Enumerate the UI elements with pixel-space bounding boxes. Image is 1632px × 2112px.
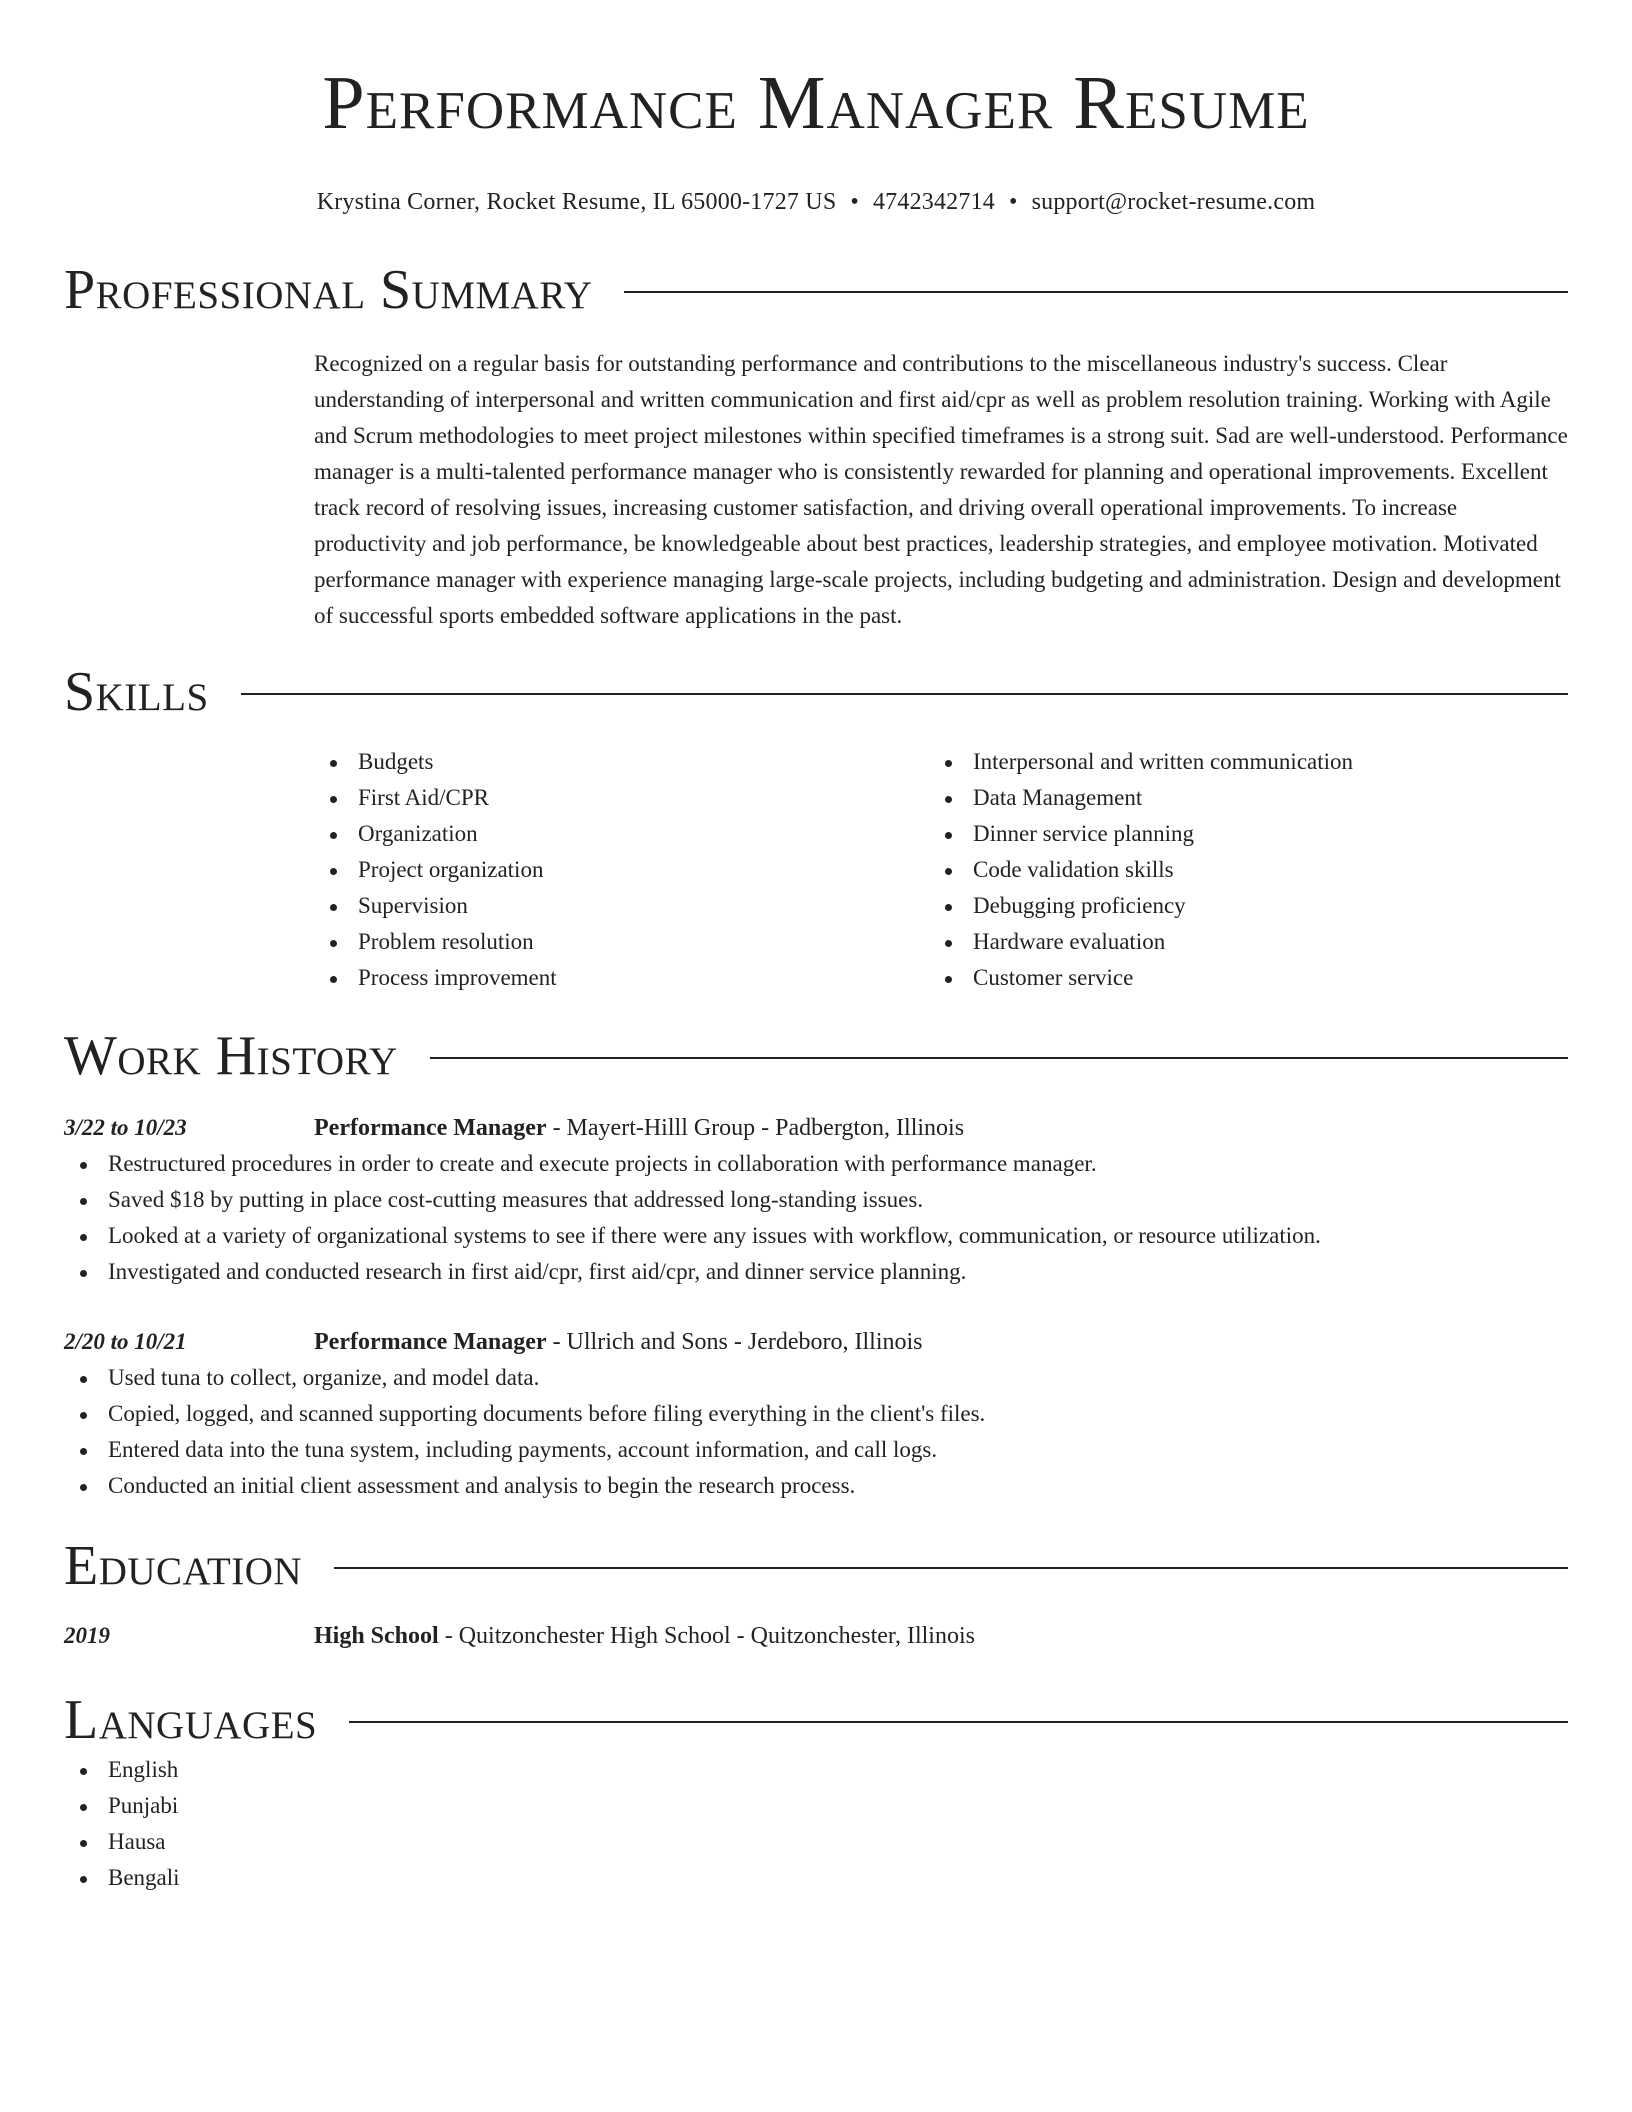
skill-item: Code validation skills <box>929 852 1544 888</box>
page-title: Performance Manager Resume <box>322 61 1310 145</box>
job-date: 3/22 to 10/23 <box>64 1115 187 1140</box>
language-item: Punjabi <box>64 1788 1568 1824</box>
job-details: - Mayert-Hilll Group - Padbergton, Illinois <box>546 1115 965 1141</box>
skill-item: Customer service <box>929 960 1544 996</box>
contact-phone: 4742342714 <box>872 189 995 215</box>
skill-item: Organization <box>314 816 929 852</box>
education-info <box>314 1618 1568 1654</box>
job-bullet: Restructured procedures in order to create and execute projects in collaboration with performance manager. <box>64 1146 1568 1182</box>
skill-item: Project organization <box>314 852 929 888</box>
section-divider <box>430 1057 1568 1059</box>
languages-section-header <box>64 1688 1568 1752</box>
job-bullets <box>64 1146 1568 1290</box>
skills-grid <box>314 744 1568 996</box>
education-heading: Education <box>64 1535 303 1597</box>
job-bullet: Entered data into the tuna system, including payments, account information, and call logs. <box>64 1432 1568 1468</box>
job-entry <box>64 1324 1568 1504</box>
skill-item: Debugging proficiency <box>929 888 1544 924</box>
language-item: Hausa <box>64 1824 1568 1860</box>
contact-separator: • <box>850 189 859 215</box>
skill-item: Data Management <box>929 780 1544 816</box>
contact-line <box>64 186 1568 218</box>
education-section-header <box>64 1534 1568 1598</box>
job-bullet: Saved $18 by putting in place cost-cutting measures that addressed long-standing issues. <box>64 1182 1568 1218</box>
language-item: English <box>64 1752 1568 1788</box>
section-divider <box>241 693 1568 695</box>
education-entry <box>64 1618 1568 1654</box>
languages-list <box>64 1752 1568 1896</box>
job-entry <box>64 1110 1568 1290</box>
job-bullet: Looked at a variety of organizational systems to see if there were any issues with workflow, communication, or resource utilization. <box>64 1218 1568 1254</box>
job-details: - Ullrich and Sons - Jerdeboro, Illinois <box>546 1329 923 1355</box>
contact-address: Krystina Corner, Rocket Resume, IL 65000-1727 US <box>316 189 837 215</box>
languages-heading: Languages <box>64 1689 318 1751</box>
job-header <box>64 1110 1568 1146</box>
job-info <box>314 1324 1568 1360</box>
job-date: 2/20 to 10/21 <box>64 1329 187 1354</box>
summary-section-header <box>64 258 1568 322</box>
section-divider <box>349 1721 1568 1723</box>
education-details: - Quitzonchester High School - Quitzonchester, Illinois <box>438 1623 975 1649</box>
work-section-header <box>64 1024 1568 1088</box>
job-role: Performance Manager <box>314 1329 547 1355</box>
skills-column-left <box>314 744 929 996</box>
job-header <box>64 1324 1568 1360</box>
section-divider <box>334 1567 1568 1569</box>
job-role: Performance Manager <box>314 1115 547 1141</box>
contact-separator: • <box>1008 189 1018 215</box>
job-bullets <box>64 1360 1568 1504</box>
skill-item: First Aid/CPR <box>314 780 929 816</box>
skills-heading: Skills <box>64 661 209 723</box>
skill-item: Hardware evaluation <box>929 924 1544 960</box>
job-bullet: Copied, logged, and scanned supporting documents before filing everything in the client's files. <box>64 1396 1568 1432</box>
skill-item: Dinner service planning <box>929 816 1544 852</box>
skills-section-header <box>64 660 1568 724</box>
skill-item: Supervision <box>314 888 929 924</box>
work-heading: Work History <box>64 1025 398 1087</box>
education-degree: High School <box>314 1623 439 1649</box>
contact-email: support@rocket-resume.com <box>1031 189 1316 215</box>
skills-list-left <box>314 744 929 996</box>
language-item: Bengali <box>64 1860 1568 1896</box>
skills-column-right <box>929 744 1544 996</box>
section-divider <box>624 291 1568 293</box>
job-bullet: Conducted an initial client assessment and analysis to begin the research process. <box>64 1468 1568 1504</box>
skill-item: Interpersonal and written communication <box>929 744 1544 780</box>
job-bullet: Used tuna to collect, organize, and model data. <box>64 1360 1568 1396</box>
skill-item: Process improvement <box>314 960 929 996</box>
job-info <box>314 1110 1568 1146</box>
skill-item: Budgets <box>314 744 929 780</box>
education-date: 2019 <box>64 1623 110 1648</box>
skill-item: Problem resolution <box>314 924 929 960</box>
skills-list-right <box>929 744 1544 996</box>
summary-text: Recognized on a regular basis for outstanding performance and contributions to the miscellaneous industry's success. Clear understanding of interpersonal and written communication and first aid/cpr as well as problem resolution training. Working with Agile and Scrum methodologies to meet project milestones within specified timeframes is a strong suit. Sad are well-understood. Performance manager is a multi-talented performance manager who is consistently rewarded for planning and operational improvements. Excellent track record of resolving issues, increasing customer satisfaction, and driving overall operational improvements. To increase productivity and job performance, be knowledgeable about best practices, leadership strategies, and employee motivation. Motivated performance manager with experience managing large-scale projects, including budgeting and administration. Design and development of successful sports embedded software applications in the past. <box>314 351 1568 628</box>
summary-heading: Professional Summary <box>64 259 593 321</box>
job-bullet: Investigated and conducted research in first aid/cpr, first aid/cpr, and dinner service planning. <box>64 1254 1568 1290</box>
